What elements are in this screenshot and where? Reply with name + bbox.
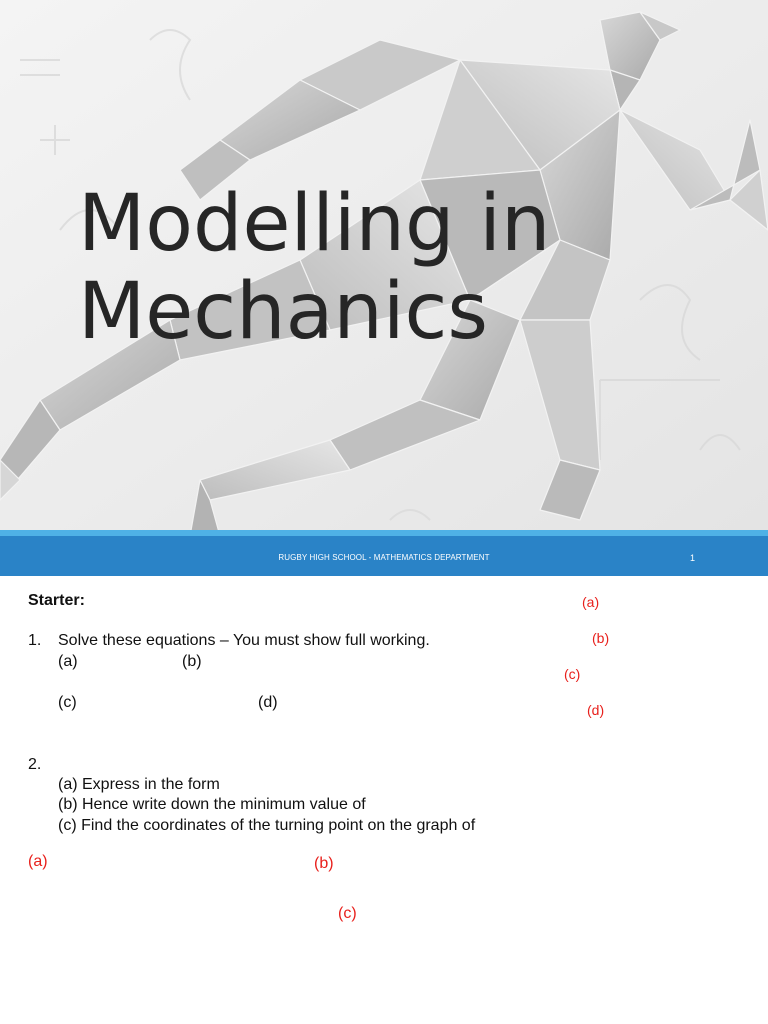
question-1-part-a: (a) [58,653,78,670]
question-1-part-c: (c) [58,694,77,711]
slide-title-line: Modelling in [78,179,551,269]
footer-text: RUGBY HIGH SCHOOL - MATHEMATICS DEPARTMENT [278,553,490,562]
starter-heading: Starter: [28,592,85,609]
answer-label-1c: (c) [564,666,581,682]
question-1-text: Solve these equations – You must show full working. [58,632,430,649]
question-1-part-b: (b) [182,653,202,670]
answer-label-1b: (b) [592,630,610,646]
slide-title [78,180,678,356]
answer-label-1d: (d) [587,702,605,718]
question-1-number: 1. [28,632,42,649]
answer-label-1a: (a) [582,594,600,610]
question-2-part-c: (c) Find the coordinates of the turning point on the graph of [58,817,476,834]
question-2-part-b: (b) Hence write down the minimum value of [58,796,366,813]
slide-title-line: Mechanics [78,267,489,357]
question-2-part-a: (a) Express in the form [58,776,220,793]
question-1-part-d: (d) [258,694,278,711]
slide-number: 1 [690,553,696,563]
starter-section [0,576,768,1024]
question-2-number: 2. [28,756,42,773]
answer-label-2b: (b) [314,855,334,872]
answer-label-2a: (a) [28,853,48,870]
answer-label-2c: (c) [338,905,357,922]
